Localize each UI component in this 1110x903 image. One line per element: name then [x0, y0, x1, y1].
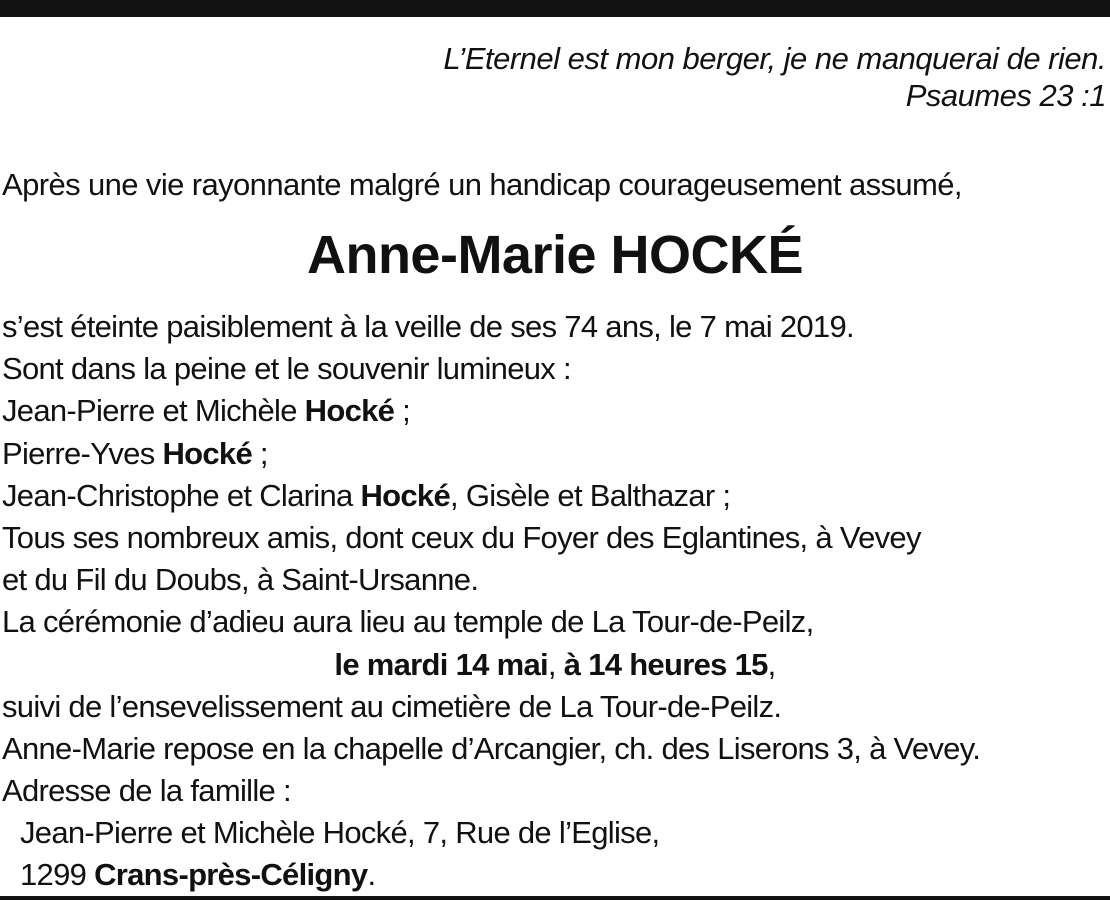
mourner-surname: Hocké	[162, 435, 252, 471]
top-rule	[0, 0, 1110, 17]
mourner-surname: Hocké	[304, 393, 395, 429]
death-line: s’est éteinte paisiblement à la veille de ses 74 ans, le 7 mai 2019.	[2, 309, 854, 344]
deceased-name: Anne-Marie HOCKÉ	[306, 225, 804, 285]
quote-verse: L’Eternel est mon berger, je ne manquerai de rien.	[443, 41, 1106, 76]
mourner-text: Pierre-Yves	[2, 435, 163, 471]
ceremony-line: La cérémonie d’adieu aura lieu au temple de La Tour-de-Peilz,	[2, 604, 814, 640]
address-heading: Adresse de la famille :	[2, 773, 291, 809]
mourner-text: ;	[251, 435, 268, 471]
rest-line: Anne-Marie repose en la chapelle d’Arcangier, ch. des Liserons 3, à Vevey.	[2, 730, 981, 766]
friends-line: Tous ses nombreux amis, dont ceux du Foyer des Eglantines, à Vevey	[2, 519, 921, 555]
mourner-text: Jean-Pierre et Michèle	[2, 393, 305, 429]
ceremony-comma: ,	[767, 646, 776, 682]
ceremony-date: le mardi 14 mai	[334, 646, 548, 682]
address-line-2	[2, 854, 1110, 896]
mourner-text: Jean-Christophe et Clarina	[2, 477, 361, 513]
address-town: Crans-près-Céligny	[94, 857, 368, 893]
address-period: .	[367, 857, 376, 893]
mourner-text: , Gisèle et Balthazar ;	[450, 477, 731, 513]
mourner-line	[2, 390, 1110, 432]
mourner-line	[2, 433, 1110, 475]
mourners-intro: Sont dans la peine et le souvenir lumineux :	[2, 351, 571, 387]
bible-quote	[443, 40, 1106, 114]
intro-text: Après une vie rayonnante malgré un handicap courageusement assumé,	[2, 167, 962, 202]
ceremony-time: à 14 heures 15	[563, 646, 768, 682]
ceremony-sep: ,	[547, 646, 564, 682]
bottom-rule	[0, 896, 1110, 900]
ceremony-datetime	[0, 644, 1110, 686]
address-line-1: Jean-Pierre et Michèle Hocké, 7, Rue de l’Eglise,	[20, 815, 660, 851]
announcement-body	[2, 306, 1110, 897]
mourner-line	[2, 475, 1110, 517]
mourner-text: ;	[394, 393, 411, 429]
friends-line-cont: et du Fil du Doubs, à Saint-Ursanne.	[2, 562, 479, 598]
postal-code: 1299	[20, 857, 95, 893]
mourner-surname: Hocké	[360, 477, 451, 513]
burial-line: suivi de l’ensevelissement au cimetière de La Tour-de-Peilz.	[2, 688, 782, 724]
quote-reference: Psaumes 23 :1	[905, 78, 1106, 113]
